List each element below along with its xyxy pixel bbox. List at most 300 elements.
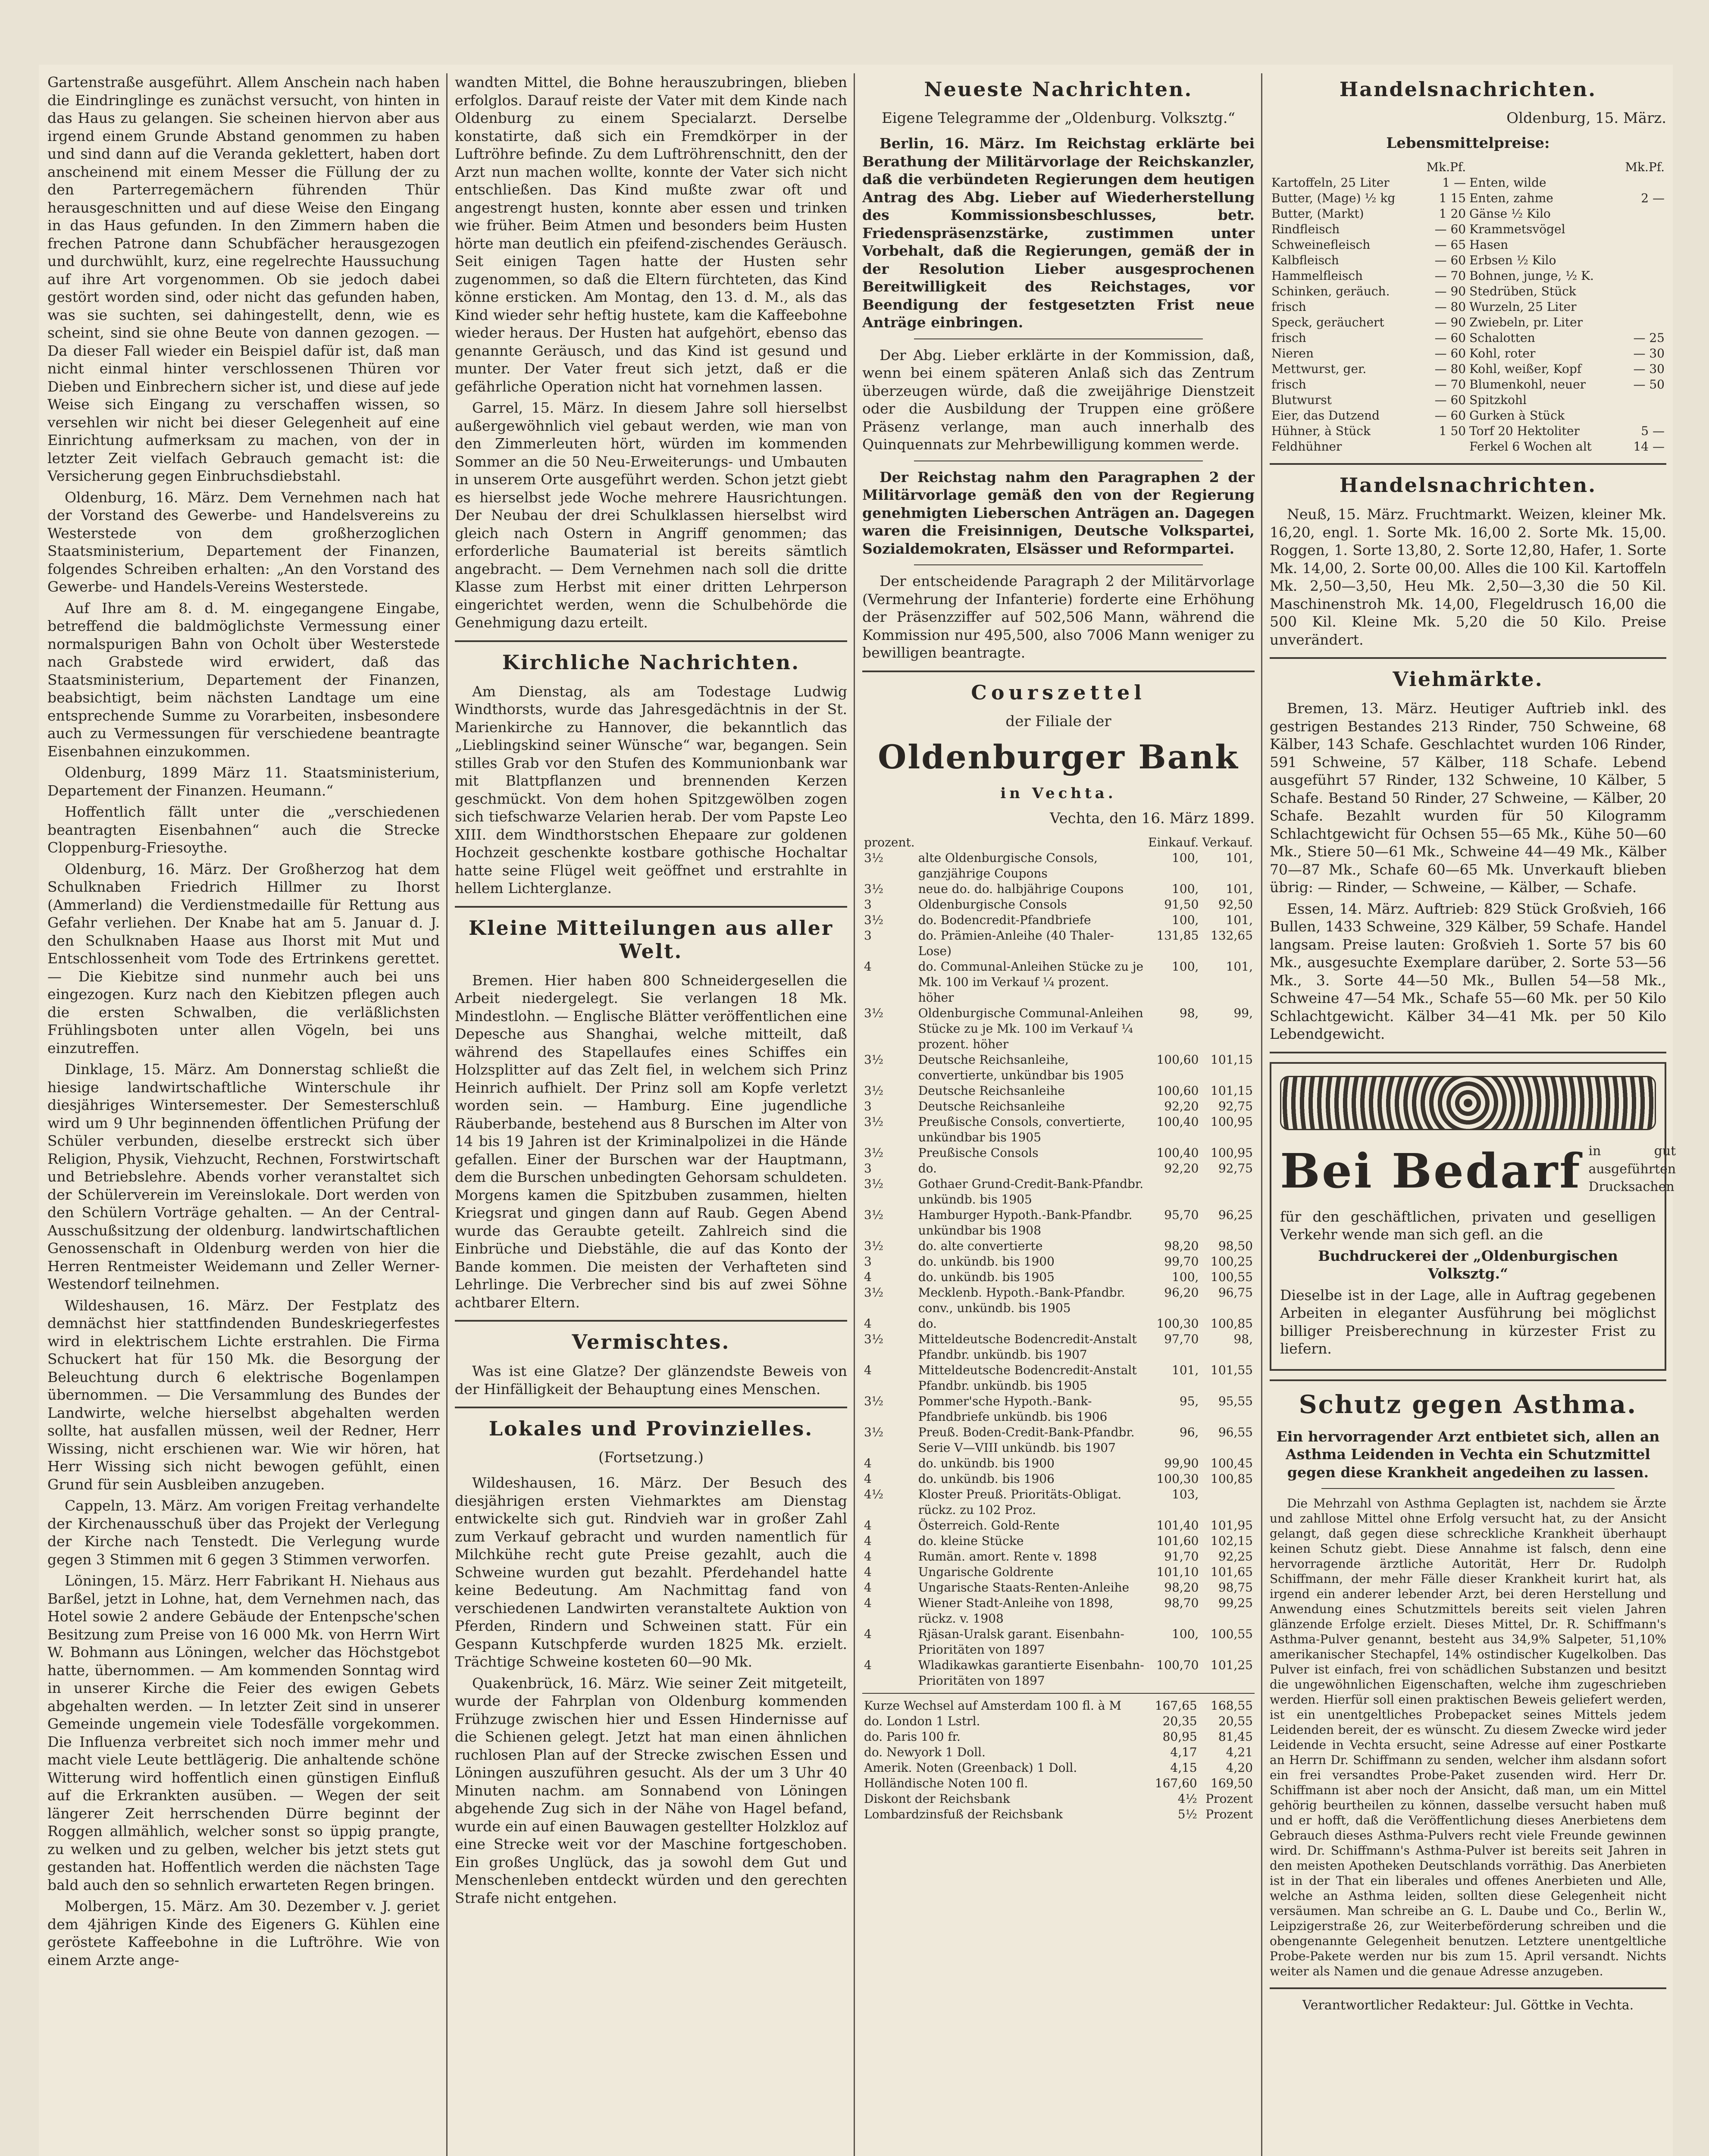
table-row (1270, 237, 1666, 253)
table-cell: alte Oldenburgische Consols, ganzjährige Coupons (918, 850, 1098, 881)
article-wildeshausen: Wildeshausen, 16. März. Der Festplatz des demnächst hier stattfindenden Bundeskriegerfestes wird in elektrischem Lichte erstrahlen. Die Firma Schuckert hat für 150 Mk. die Besorgung der Beleuchtung durch 6 elektrische Bogenlampen übernommen. — Die Versammlung des Bundes der Landwirte, welche hierselbst abgehalten werden sollte, hat ausfallen müssen, weil der Redner, Herr Wissing, nicht erschienen war. Wie wir hören, hat Herr Wissing sich nicht bewogen gefühlt, einen Grund für sein Ausbleiben anzugeben. (47, 1297, 440, 1493)
table-cell: Krammetsvögel (1469, 222, 1565, 236)
table-cell: 3½ (864, 850, 883, 865)
table-cell: 80,95 (1162, 1729, 1197, 1744)
table-cell: Mitteldeutsche Bodencredit-Anstalt Pfandbr. unkündb. bis 1907 (918, 1332, 1137, 1362)
newspaper-page (39, 65, 1676, 2156)
section-heading: Kleine Mitteilungen aus aller Welt. (468, 916, 834, 963)
table-cell: 100,30 (1156, 1471, 1199, 1486)
ornament-border (1280, 1076, 1656, 1130)
table-row (862, 1791, 1255, 1807)
table-cell: — 60 (1434, 253, 1466, 267)
table-cell: do. (918, 1161, 937, 1175)
table-cell: 3½ (864, 1238, 883, 1253)
table-cell: 100,60 (1156, 1052, 1199, 1067)
table-row (862, 1145, 1255, 1161)
table-cell: Butter, (Mage) ½ kg (1271, 191, 1396, 205)
column-rule (1261, 73, 1262, 2156)
table-row (862, 1176, 1255, 1207)
table-cell: 100, (1172, 1269, 1199, 1284)
ad-title-row (1280, 1134, 1676, 1208)
table-row (1270, 361, 1666, 377)
table-cell: 168,55 (1211, 1698, 1253, 1713)
table-cell: do. kleine Stücke (918, 1533, 1024, 1548)
table-cell: 3½ (864, 1425, 883, 1439)
table-cell (1200, 1176, 1255, 1207)
table-cell: — 60 (1434, 331, 1466, 345)
divider (455, 1320, 847, 1322)
section-heading: Handelsnachrichten. (1339, 473, 1597, 497)
table-row (1270, 253, 1666, 268)
section-heading: Vermischtes. (572, 1330, 730, 1354)
table-row (1270, 408, 1666, 423)
table-row (1270, 206, 1666, 222)
table-cell: 3 (864, 897, 872, 912)
table-cell: 3½ (864, 1145, 883, 1160)
table-cell: 98,50 (1218, 1238, 1253, 1253)
market-place: Oldenburg, 15. März. (1506, 110, 1666, 127)
table-cell: 3½ (864, 1176, 883, 1191)
table-cell: 92,75 (1218, 1161, 1253, 1175)
column-header: Verkauf. (1202, 835, 1253, 849)
divider (1270, 463, 1666, 465)
table-cell: 3 (864, 1099, 872, 1113)
table-cell: — 70 (1434, 377, 1466, 392)
table-cell: 3 (864, 1161, 872, 1175)
table-cell: 132,65 (1211, 928, 1253, 943)
table-cell: 4 (864, 1363, 872, 1377)
table-cell: 3½ (864, 1285, 883, 1300)
article-world: Bremen. Hier haben 800 Schneidergesellen die Arbeit niedergelegt. Sie verlangen 18 Mk. Mindestlohn. — Englische Blätter veröffentlichen eine Depesche aus Shanghai, welche mitteilt, daß während des Stapellaufes eines Schiffes ein Holzsplitter auf das Zelt fiel, in welchem sich Prinz Heinrich aufhielt. Der Prinz soll am Kopfe verletzt worden sein. — Hamburg. Eine jugendliche Räuberbande, bestehend aus 8 Burschen im Alter von 14 bis 19 Jahren ist der Kriminalpolizei in die Hände gefallen. Einer der Burschen war der Hauptmann, dem die Burschen unbedingten Gehorsam schuldeten. Morgens kamen die Spitzbuben zusammen, hielten Kriegsrat und gingen dann auf Raub. Gegen Abend wurde das Geraubte geteilt. Zahlreich sind die Einbrüche und Diebstähle, die auf das Konto der Bande kommen. Die meisten der Verhafteten sind Lehrlinge. Die Verbrecher sind bis auf zwei Söhne achtbarer Eltern. (455, 971, 847, 1311)
table-cell: frisch (1271, 377, 1306, 392)
section-heading: Neueste Nachrichten. (924, 78, 1193, 101)
table-cell: 100,45 (1211, 1456, 1253, 1470)
table-cell: 101, (1226, 912, 1253, 927)
table-cell: — 60 (1434, 346, 1466, 360)
divider (1270, 1379, 1666, 1381)
table-row (862, 1052, 1255, 1083)
table-cell: do. London 1 Lstrl. (864, 1714, 980, 1728)
table-cell: Ungarische Goldrente (918, 1564, 1054, 1579)
table-cell: 4,17 (1170, 1745, 1197, 1759)
table-row (862, 1316, 1255, 1332)
table-cell: do. alte convertierte (918, 1238, 1043, 1253)
table-cell: 4 (864, 1549, 872, 1564)
table-cell: 4 (864, 1658, 872, 1672)
table-cell: 101,10 (1156, 1564, 1199, 1579)
table-cell: 5½ (1177, 1807, 1197, 1821)
table-cell: 96,25 (1218, 1207, 1253, 1222)
table-row (862, 1254, 1255, 1269)
table-cell: Feldhühner (1271, 439, 1342, 454)
table-cell: 4 (864, 1471, 872, 1486)
table-cell: 100,40 (1156, 1145, 1199, 1160)
table-cell: neue do. do. halbjährige Coupons (918, 881, 1124, 896)
divider (455, 906, 847, 908)
table-cell: 100,70 (1156, 1658, 1199, 1672)
table-cell (1146, 1176, 1200, 1207)
table-cell (1616, 206, 1666, 222)
table-cell: Hasen (1469, 238, 1509, 252)
table-cell: 169,50 (1211, 1776, 1253, 1790)
table-cell: 99,70 (1164, 1254, 1199, 1269)
table-cell: — 30 (1633, 346, 1665, 360)
table-row (862, 959, 1255, 1006)
table-cell: 1 15 (1439, 191, 1466, 205)
table-cell: do. Newyork 1 Doll. (864, 1745, 986, 1759)
table-row (862, 1207, 1255, 1238)
column-4 (1270, 73, 1676, 2156)
table-row (862, 1456, 1255, 1471)
divider (1270, 1987, 1666, 1989)
divider (1270, 657, 1666, 659)
table-row (1270, 423, 1666, 439)
table-cell: 92,20 (1164, 1099, 1199, 1113)
table-cell: 101, (1172, 1363, 1199, 1377)
table-cell: do. Bodencredit-Pfandbriefe (918, 912, 1091, 927)
table-cell: 167,65 (1155, 1698, 1197, 1713)
table-cell: 1 — (1442, 175, 1466, 190)
table-row (862, 881, 1255, 897)
table-row (1270, 222, 1666, 237)
table-cell: do. Communal-Anleihen Stücke zu je Mk. 100 im Verkauf ¼ prozent. höher (918, 959, 1144, 1005)
table-row (862, 1626, 1255, 1658)
table-row (862, 1714, 1255, 1729)
table-cell: do. (918, 1316, 937, 1331)
table-row (1270, 330, 1666, 346)
table-cell: Schweinefleisch (1271, 238, 1371, 252)
table-cell: Hamburger Hypoth.-Bank-Pfandbr. unkündbar bis 1908 (918, 1207, 1133, 1238)
table-cell: 97,70 (1164, 1332, 1199, 1346)
table-cell: 4 (864, 959, 872, 974)
table-cell: 20,55 (1218, 1714, 1253, 1728)
ad-lead: Ein hervorragender Arzt entbietet sich, allen an Asthma Leidenden in Vechta ein Schutzmittel gegen diese Krankheit angedeihen zu lassen. (1276, 1428, 1660, 1481)
table-cell: 92,25 (1218, 1549, 1253, 1564)
column-2 (455, 73, 847, 2156)
divider (862, 671, 1255, 672)
table-cell: 98, (1179, 1006, 1199, 1020)
table-row (862, 1114, 1255, 1145)
table-cell: 101,25 (1211, 1658, 1253, 1672)
table-cell: 100,60 (1156, 1083, 1199, 1098)
table-cell (1616, 284, 1666, 299)
table-cell: 4 (864, 1269, 872, 1284)
table-cell: Rjäsan-Uralsk garant. Eisenbahn-Prioritäten von 1897 (918, 1626, 1124, 1657)
table-cell (1616, 237, 1666, 253)
table-cell: — 60 (1434, 393, 1466, 407)
divider (455, 640, 847, 642)
table-row (1270, 346, 1666, 361)
article-cappeln: Cappeln, 13. März. Am vorigen Freitag verhandelte der Kirchenausschuß über das Projekt der Verlegung der Kirche nach Tenstedt. Die Verlegung wurde gegen 3 Stimmen mit 6 gegen 3 Stimmen verworfen. (47, 1497, 440, 1568)
table-cell: 4 (864, 1580, 872, 1595)
ad-text: Die Mehrzahl von Asthma Geplagten ist, nachdem sie Ärzte und zahllose Mittel ohne Erfolg versucht hat, zu der Ansicht gelangt, daß gegen diese schreckliche Krankheit überhaupt keinen Schutz giebt. Diese Annahme ist falsch, denn eine hervorragende ärztliche Autorität, Herr Dr. Rudolph Schiffmann, der mehr Fälle dieser Krankheit kurirt hat, als irgend ein anderer lebender Arzt, bei deren Herstellung und Anwendung eines Schutzmittels bereits seit vielen Jahren glänzende Erfolge erzielt. Dieses Mittel, Dr. R. Schiffmann's Asthma-Pulver genannt, besteht aus 34,9% Salpeter, 51,10% amerikanischer Stechapfel, 14% ostindischer Kugelkolben. Das Pulver ist einfach, frei von schädlichen Substanzen und besitzt die ungewöhnlichen Eigenschaften, welche ihm zugeschrieben werden. Hierfür soll einen praktischen Beweis geliefert werden, ist ein unentgeltliches Probepacket seines Mittels jedem Leidenden bereit, der es wünscht. Zu diesem Zwecke wird jeder Leidende in Vechta ersucht, seine Adresse auf einer Postkarte an Herrn Dr. Schiffmann zu senden, welcher ihm alsdann sofort ein frei versandtes Probe-Paket zusenden wird. Herr Dr. Schiffmann ist aber noch der Ansicht, daß man, um ein Mittel gehörig beurtheilen zu können, dasselbe versucht haben muß und er hofft, daß die Veröffentlichung dieses Anerbietens dem Gebrauch dieses Asthma-Pulvers recht viele Freunde gewinnen wird. Dr. Schiffmann's Asthma-Pulver ist bereits seit Jahren in den meisten Apotheken Deutschlands vorräthig. Das Anerbieten ist in der That ein liberales und offenes Anerbieten und Alle, welche an Asthma leiden, sollten diese Gelegenheit nicht versäumen. Man schreibe an G. L. Daube und Co., Berlin W., Leipzigerstraße 26, zur Weiterbeförderung schreiben und die obengenannte Gelegenheit benutzen. Letztere unentgeltliche Probe-Pakete werden nur bis zum 15. April versandt. Nichts weiter als Namen und die genaue Adresse anzugeben. (1270, 1496, 1666, 1978)
table-cell: — 25 (1633, 331, 1665, 345)
divider (455, 1407, 847, 1408)
table-row (862, 1760, 1255, 1776)
ad-text: für den geschäftlichen, privaten und geselligen Verkehr wende man sich gefl. an die (1280, 1208, 1656, 1243)
table-cell: 101,15 (1211, 1083, 1253, 1098)
table-cell: 99,25 (1218, 1595, 1253, 1610)
table-cell: Mitteldeutsche Bodencredit-Anstalt Pfandbr. unkündb. bis 1905 (918, 1363, 1137, 1393)
column-3 (862, 73, 1255, 2156)
ad-title: Bei Bedarf (1280, 1143, 1582, 1199)
table-cell (1616, 268, 1666, 284)
table-cell: Erbsen ½ Kilo (1469, 253, 1556, 267)
table-cell (1616, 392, 1666, 408)
table-cell: 100,85 (1211, 1316, 1253, 1331)
table-cell: 100,95 (1211, 1114, 1253, 1129)
column-1 (47, 73, 440, 2156)
table-cell: 100,55 (1211, 1269, 1253, 1284)
quote-table (862, 835, 1255, 1689)
table-cell: do. unkündb. bis 1906 (918, 1471, 1055, 1486)
table-row (1270, 315, 1666, 330)
bank-name: Oldenburger Bank (878, 737, 1239, 776)
table-cell: Deutsche Reichsanleihe, convertierte, unkündbar bis 1905 (918, 1052, 1124, 1082)
table-cell: 101,65 (1211, 1564, 1253, 1579)
article-text: Der Abg. Lieber erklärte in der Kommission, daß, wenn bei einem späteren Anlaß sich das Zentrum überzeugen würde, daß die zweijährige Dienstzeit oder die Ausbildung der Truppen eine größere Präsenz verlange, man auch innerhalb des Quinquennats zur Mehrbewilligung kommen werde. (862, 346, 1255, 453)
table-cell: 96, (1179, 1425, 1199, 1439)
article-misc: Was ist eine Glatze? Der glänzendste Beweis von der Hinfälligkeit der Behauptung eines Menschen. (455, 1363, 847, 1398)
article-garrel: Garrel, 15. März. In diesem Jahre soll hierselbst außergewöhnlich viel gebaut werden, wie man von den Zimmerleuten hört, würden im kommenden Sommer an die 50 Neu-Erweiterungs- und Umbauten in unserem Orte ausgeführt werden. Schon jetzt giebt es hierselbst jede Woche mehrere Hausrichtungen. Der Neubau der drei Schulklassen hierselbst wird gleich nach Ostern in Angriff genommen; das erforderliche Baumaterial ist bereits sämtlich angebracht. — Dem Vernehmen nach soll die dritte Klasse zum Herbst mit einer dritten Lehrperson eingerichtet werden, wenn die Schulbehörde die Genehmigung dazu erteilt. (455, 399, 847, 631)
table-cell: 4½ (1177, 1791, 1197, 1806)
table-cell: Kartoffeln, 25 Liter (1271, 175, 1390, 190)
table-row (862, 1363, 1255, 1394)
table-cell: — 60 (1434, 222, 1466, 236)
table-cell: 3 (864, 1254, 872, 1269)
table-row (1270, 284, 1666, 299)
table-cell: Deutsche Reichsanleihe (918, 1099, 1065, 1113)
article-oldenburg: Oldenburg, 16. März. Dem Vernehmen nach hat der Vorstand des Gewerbe- und Handelsvereins zu Westerstede von dem großherzoglichen Staatsministerium, Departement der Finanzen, folgendes Schreiben erhalten: „An den Vorstand des Gewerbe- und Handels-Vereins Westerstede. (47, 489, 440, 595)
table-row (862, 1394, 1255, 1425)
section-subheading: Eigene Telegramme der „Oldenburg. Volksztg.“ (881, 110, 1235, 127)
article-wildeshausen: Wildeshausen, 16. März. Der Besuch des diesjährigen ersten Viehmarktes am Dienstag entwickelte sich gut. Rindvieh war in großer Zahl zum Verkauf gebracht und wurden namentlich für Milchkühe recht gute Preise gezahlt, auch die Schweine wurden gut bezahlt. Pferdehandel hatte keine Bedeutung. Am Nachmittag fand von verschiedenen Landwirten veranstaltete Auktion von Pferden, Rindern und Schweinen statt. Für ein Gespann Kutschpferde wurden 1825 Mk. erzielt. Trächtige Schweine kosteten 60—90 Mk. (455, 1474, 847, 1670)
table-cell: 4 (864, 1564, 872, 1579)
table-cell: 95,55 (1218, 1394, 1253, 1408)
table-cell: 3½ (864, 1006, 883, 1020)
table-cell: 92,50 (1218, 897, 1253, 912)
table-row (862, 1580, 1255, 1595)
article-neuss: Neuß, 15. März. Fruchtmarkt. Weizen, kleiner Mk. 16,20, engl. 1. Sorte Mk. 16,00 2. Sorte Mk. 15,00. Roggen, 1. Sorte 13,80, 2. Sorte 12,80, Hafer, 1. Sorte Mk. 14,00, 2. Sorte 00,00. Alles die 100 Kil. Kartoffeln Mk. 2,50—3,50, Heu Mk. 2,50—3,30 die 50 Kil. Maschinenstroh Mk. 14,00, Flegeldrusch 16,00 die 500 Kil. Kleine Mk. 5,20 die 50 Kilo. Preise unverändert. (1270, 506, 1666, 648)
table-cell: Hammelfleisch (1271, 269, 1363, 283)
table-row (862, 1487, 1255, 1518)
table-cell: Rindfleisch (1271, 222, 1340, 236)
table-cell: 167,60 (1155, 1776, 1197, 1790)
table-cell: 101,55 (1211, 1363, 1253, 1377)
table-cell: 14 — (1633, 439, 1665, 454)
footer-editor: Verantwortlicher Redakteur: Jul. Göttke in Vechta. (1302, 1998, 1634, 2013)
table-cell: Ferkel 6 Wochen alt (1469, 439, 1592, 454)
section-subheading: der Filiale der (1005, 712, 1111, 730)
table-header (862, 835, 1255, 850)
table-cell: Lombardzinsfuß der Reichsbank (864, 1807, 1063, 1821)
article-bremen: Bremen, 13. März. Heutiger Auftrieb inkl. des gestrigen Bestandes 213 Rinder, 750 Schweine, 68 Kälber, 143 Schafe. Geschlachtet wurden 106 Rinder, 591 Schweine, 57 Kälber, 118 Schafe. Lebend ausgeführt 57 Rinder, 132 Schweine, 10 Kälber, 5 Schafe. Bestand 50 Rinder, 27 Schweine, — Kälber, 20 Schafe. Bezahlt wurden für 50 Kilogramm Schlachtgewicht für Ochsen 55—65 Mk., Kühe 50—60 Mk., Stiere 50—61 Mk., Schweine 44—49 Mk., Kälber 70—87 Mk., Schafe 60—65 Mk. Unverkauft blieben übrig: — Rinder, — Schweine, — Kälber, — Schafe. (1270, 700, 1666, 896)
table-cell (1616, 408, 1666, 423)
table-row (862, 850, 1255, 881)
table-cell: Rumän. amort. Rente v. 1898 (918, 1549, 1097, 1564)
article-quakenbrueck: Quakenbrück, 16. März. Wie seiner Zeit mitgeteilt, wurde der Fahrplan von Oldenburg kommenden Frühzuge zwischen hier und Essen Hindernisse auf die Schienen gelegt. Jetzt hat man einen ähnlichen ruchlosen Plan auf der Strecke zwischen Essen und Löningen auszuführen gesucht. Als der um 3 Uhr 40 Minuten nachm. am Sonnabend von Löningen abgehende Zug sich in der Nähe von Hagel befand, wurde ein auf einen Bauwagen gestellter Holzkloz auf eine Strecke weit vor der Maschine fortgeschoben. Ein großes Unglück, das ja sowohl dem Gut und Menschenleben entdeckt würden und den gerechten Strafe nicht entgehen. (455, 1674, 847, 1906)
table-row (862, 1595, 1255, 1626)
table-cell: Kalbfleisch (1271, 253, 1339, 267)
table-cell: Eier, das Dutzend (1271, 408, 1380, 423)
table-cell: 100, (1172, 850, 1199, 865)
divider (1321, 1488, 1615, 1489)
table-cell: Schalotten (1469, 331, 1535, 345)
section-subheading: (Fortsetzung.) (598, 1449, 704, 1466)
table-cell: Blutwurst (1271, 393, 1332, 407)
table-cell (1418, 439, 1468, 454)
table-cell: Amerik. Noten (Greenback) 1 Doll. (864, 1760, 1077, 1775)
table-cell: — 30 (1633, 362, 1665, 376)
table-cell (1200, 1487, 1255, 1518)
table-cell: 101,40 (1156, 1518, 1199, 1532)
exchange-table (862, 1698, 1255, 1822)
table-cell: do. unkündb. bis 1900 (918, 1456, 1055, 1470)
table-cell: — 90 (1434, 315, 1466, 329)
table-cell: 4 (864, 1595, 872, 1610)
table-cell: 5 — (1641, 424, 1665, 438)
table-header (1270, 160, 1666, 175)
table-cell: 1 20 (1439, 207, 1466, 221)
table-cell: Prozent (1205, 1807, 1253, 1821)
article-dinklage: Dinklage, 15. März. Am Donnerstag schließt die hiesige landwirtschaftliche Winterschule ihr diesjähriges Wintersemester. Der Semesterschluß wird um 9 Uhr beginnenden öffentlichen Prüfung der Schüler verbunden, dieselbe erstreckt sich über Religion, Physik, Viehzucht, Rechnen, Forstwirtschaft und Betriebslehre. Abends vorher veranstaltet sich der Schülerverein im Vereinslokale. Dort werden von den Schülern Vorträge gehalten. — An der Central-Ausschußsitzung der oldenburg. landwirtschaftlichen Genossenschaft in Oldenburg werden von hier die Herren Rentmeister Weidemann und Zeller Werner-Westendorf teilnehmen. (47, 1061, 440, 1292)
table-row (862, 1549, 1255, 1564)
section-subheading: in Vechta. (1000, 784, 1117, 802)
table-row (862, 1099, 1255, 1114)
table-row (862, 1161, 1255, 1176)
table-cell: 4 (864, 1316, 872, 1331)
article-berlin: Berlin, 16. März. Im Reichstag erklärte bei Berathung der Militärvorlage der Reichskanzler, daß die verbündeten Regierungen dem heutigen Antrag des Abg. Lieber auf Wiederherstellung des Kommissionsbeschlusses, betr. Friedenspräsenzstärke, zustimmen unter Vorbehalt, daß die Regierungen, gemäß der in der Resolution Lieber ausgesprochenen Bereitwilligkeit des Reichstages, vor Beendigung der festgesetzten Frist neue Anträge einbringen. (862, 135, 1255, 331)
table-row (862, 1807, 1255, 1822)
table-cell (1616, 299, 1666, 315)
section-subheading: Lebensmittelpreise: (1386, 135, 1550, 152)
table-cell: 3½ (864, 912, 883, 927)
divider (862, 1693, 1255, 1694)
table-row (1270, 191, 1666, 206)
table-cell: 3½ (864, 1083, 883, 1098)
table-row (1270, 299, 1666, 315)
table-cell: 100,85 (1211, 1471, 1253, 1486)
table-cell: 100,25 (1211, 1254, 1253, 1269)
table-cell: 101, (1226, 881, 1253, 896)
column-header: Einkauf. (1148, 835, 1199, 849)
table-cell: 100, (1172, 881, 1199, 896)
table-cell: 101, (1226, 959, 1253, 974)
table-cell: 4 (864, 1518, 872, 1532)
table-cell: Blumenkohl, neuer (1469, 377, 1586, 392)
article-reichstag: Der Reichstag nahm den Paragraphen 2 der Militärvorlage gemäß den von der Regierung genehmigten Lieberschen Anträgen an. Dagegen waren die Freisinnigen, Deutsche Volkspartei, Sozialdemokraten, Elsässer und Reformpartei. (862, 468, 1255, 557)
table-cell: Wladikawkas garantierte Eisenbahn-Prioritäten von 1897 (918, 1658, 1144, 1688)
article-signature: Oldenburg, 1899 März 11. Staatsministerium, Departement der Finanzen. Heumann.“ (47, 764, 440, 799)
quote-date: Vechta, den 16. März 1899. (1050, 809, 1255, 827)
table-row (862, 1776, 1255, 1791)
table-cell: Prozent (1205, 1791, 1253, 1806)
column-header: Mk.Pf. (1426, 160, 1466, 174)
table-cell: Österreich. Gold-Rente (918, 1518, 1060, 1532)
table-cell: 3½ (864, 1394, 883, 1408)
table-cell: Bohnen, junge, ½ K. (1469, 269, 1594, 283)
table-cell: 3½ (864, 1052, 883, 1067)
table-cell: 100, (1172, 1626, 1199, 1641)
table-cell: 91,50 (1164, 897, 1199, 912)
table-cell: 4,15 (1170, 1760, 1197, 1775)
section-heading: Handelsnachrichten. (1339, 78, 1597, 101)
table-cell: Pommer'sche Hypoth.-Bank-Pfandbriefe unkündb. bis 1906 (918, 1394, 1108, 1424)
table-cell: Butter, (Markt) (1271, 207, 1364, 221)
table-cell: — 80 (1434, 300, 1466, 314)
table-cell: Oldenburgische Communal-Anleihen Stücke zu je Mk. 100 im Verkauf ¼ prozent. höher (918, 1006, 1143, 1051)
table-row (1270, 268, 1666, 284)
article-text: wandten Mittel, die Bohne herauszubringen, blieben erfolglos. Darauf reiste der Vater mit dem Kinde nach Oldenburg zu einem Specialarzt. Derselbe konstatirte, daß sich ein Fremdkörper in der Luftröhre befinde. Zu dem Luftröhrenschnitt, den der Arzt nun machen wollte, konnte der Vater sich nicht entschließen. Das Kind mußte zwar oft und angestrengt husten, konnte aber essen und trinken wie früher. Beim Atmen und besonders beim Husten hörte man deutlich ein pfeifend-zischendes Geräusch. Seit einigen Tagen hatte der Husten sehr zugenommen, so daß die Eltern fürchteten, das Kind könne ersticken. Am Montag, den 13. d. M., als das Kind wieder sehr heftig hustete, kam die Kaffeebohne wieder heraus. Der Husten hat aufgehört, ebenso das genannte Geräusch, und das Kind ist gesund und munter. Der Vater freut sich jetzt, daß er die gefährliche Operation nicht hat vornehmen lassen. (455, 74, 847, 395)
article-loeningen: Löningen, 15. März. Herr Fabrikant H. Niehaus aus Barßel, jetzt in Lohne, hat, dem Vernehmen nach, das Hotel sowie 2 andere Gebäude der Entenpsche'schen Besitzung zum Preise von 16 000 Mk. von Herrn Wirt W. Bohmann aus Löningen, welcher das Höchstgebot hatte, übernommen. — Am kommenden Sonntag wird in unserer Kirche die Feier des ewigen Gebets abgehalten werden. — In letzter Zeit sind in unserer Gemeinde ungemein viele Todesfälle vorgekommen. Die Influenza verbreitet sich noch immer mehr und macht viele Leute bettlägerig. Die anhaltende schöne Witterung wird hoffentlich einen günstigen Einfluß auf die Erkrankten ausüben. — Wegen der seit längerer Zeit herrschenden Dürre beginnt der Roggen allmählich, welcher sonst so üppig prangte, zu welken und zu gelben, welcher bis jetzt stets gut gestanden hat. Hoffentlich werden die nächsten Tage bald auch den so sehnlich erwarteten Regen bringen. (47, 1572, 440, 1893)
table-row (862, 1269, 1255, 1285)
table-cell: — 60 (1434, 408, 1466, 423)
table-cell: 96,75 (1218, 1285, 1253, 1300)
table-row (862, 1332, 1255, 1363)
table-cell: 100,30 (1156, 1316, 1199, 1331)
table-cell: Holländische Noten 100 fl. (864, 1776, 1028, 1790)
column-header: prozent. (864, 835, 915, 849)
table-cell: Spitzkohl (1469, 393, 1527, 407)
table-cell: 98,20 (1164, 1238, 1199, 1253)
table-cell: 98,20 (1164, 1580, 1199, 1595)
table-row (1270, 392, 1666, 408)
table-cell: Speck, geräuchert (1271, 315, 1384, 329)
table-cell: 102,15 (1211, 1533, 1253, 1548)
table-cell: Mettwurst, ger. (1271, 362, 1367, 376)
article-text: Der entscheidende Paragraph 2 der Militärvorlage (Vermehrung der Infanterie) forderte eine Erhöhung der Präsenzziffer auf 502,506 Mann, während die Kommission nur 495,500, also 7006 Mann weniger zu bewilligen beantragte. (862, 573, 1255, 661)
table-cell: 131,85 (1156, 928, 1199, 943)
table-row (862, 1471, 1255, 1487)
table-cell: 99,90 (1164, 1456, 1199, 1470)
table-cell: 96,55 (1218, 1425, 1253, 1439)
table-cell: 101,95 (1211, 1518, 1253, 1532)
section-heading: Viehmärkte. (1393, 667, 1543, 691)
table-cell: Gothaer Grund-Credit-Bank-Pfandbr. unkündb. bis 1905 (918, 1176, 1144, 1206)
table-row (862, 1533, 1255, 1549)
table-row (862, 928, 1255, 959)
table-row (862, 1745, 1255, 1760)
article-essen: Essen, 14. März. Auftrieb: 829 Stück Großvieh, 166 Bullen, 1433 Schweine, 329 Kälber, 59 Schafe. Handel langsam. Preise lauten: Großvieh 1. Sorte 57 bis 60 Mk., ausgesuchte Exemplare darüber, 2. Sorte 53—56 Mk., 3. Sorte 44—50 Mk., Bullen 54—58 Mk., Schweine 47—54 Mk., Schafe 55—60 Mk. per 50 Kilo Schlachtgewicht. Kälber 34—41 Mk. per 50 Kilo Lebendgewicht. (1270, 900, 1666, 1042)
table-cell: Enten, zahme (1469, 191, 1553, 205)
table-cell: frisch (1271, 300, 1306, 314)
table-cell: 3½ (864, 881, 883, 896)
table-cell: 98, (1233, 1332, 1253, 1346)
article-molbergen: Molbergen, 15. März. Am 30. Dezember v. J. geriet dem 4jährigen Kinde des Eigeners G. Kühlen eine geröstete Kaffeebohne in die Luftröhre. Wie von einem Arzte ange- (47, 1898, 440, 1968)
section-heading: Lokales und Provinzielles. (488, 1417, 814, 1440)
table-cell: 3½ (864, 1114, 883, 1129)
table-cell: 20,35 (1162, 1714, 1197, 1728)
table-cell: 4,20 (1226, 1760, 1253, 1775)
table-cell: Ungarische Staats-Renten-Anleihe (918, 1580, 1130, 1595)
table-row (862, 1658, 1255, 1689)
print-shop-ad (1270, 1062, 1676, 1371)
table-cell: Kloster Preuß. Prioritäts-Obligat. rückz. zu 102 Proz. (918, 1487, 1122, 1517)
ad-text: Dieselbe ist in der Lage, alle in Auftrag gegebenen Arbeiten in eleganter Ausführung bei möglichst billiger Preisberechnung in kürzester Frist zu liefern. (1280, 1286, 1656, 1357)
table-cell: — 80 (1434, 362, 1466, 376)
table-cell: Hühner, à Stück (1271, 424, 1371, 438)
table-cell: Kurze Wechsel auf Amsterdam 100 fl. à M (864, 1698, 1122, 1713)
table-cell: 4 (864, 1533, 872, 1548)
table-row (862, 1083, 1255, 1099)
table-cell: 103, (1172, 1487, 1199, 1501)
table-cell: 4 (864, 1626, 872, 1641)
table-cell: 100, (1172, 912, 1199, 927)
table-cell: 100, (1172, 959, 1199, 974)
article-text: Auf Ihre am 8. d. M. eingegangene Eingabe, betreffend die baldmöglichste Vermessung einer normalspurigen Bahn von Ocholt über Westerstede nach Grabstede wird erwidert, daß das Staatsministerium, Departement der Finanzen, beabsichtigt, beim nächsten Landtage um eine entsprechende Summe zu Vorarbeiten, insbesondere auch zu Vermessungen für verschiedene beantragte Eisenbahnen einzukommen. (47, 599, 440, 760)
table-cell: 4½ (864, 1487, 883, 1501)
table-cell: — 65 (1434, 238, 1466, 252)
